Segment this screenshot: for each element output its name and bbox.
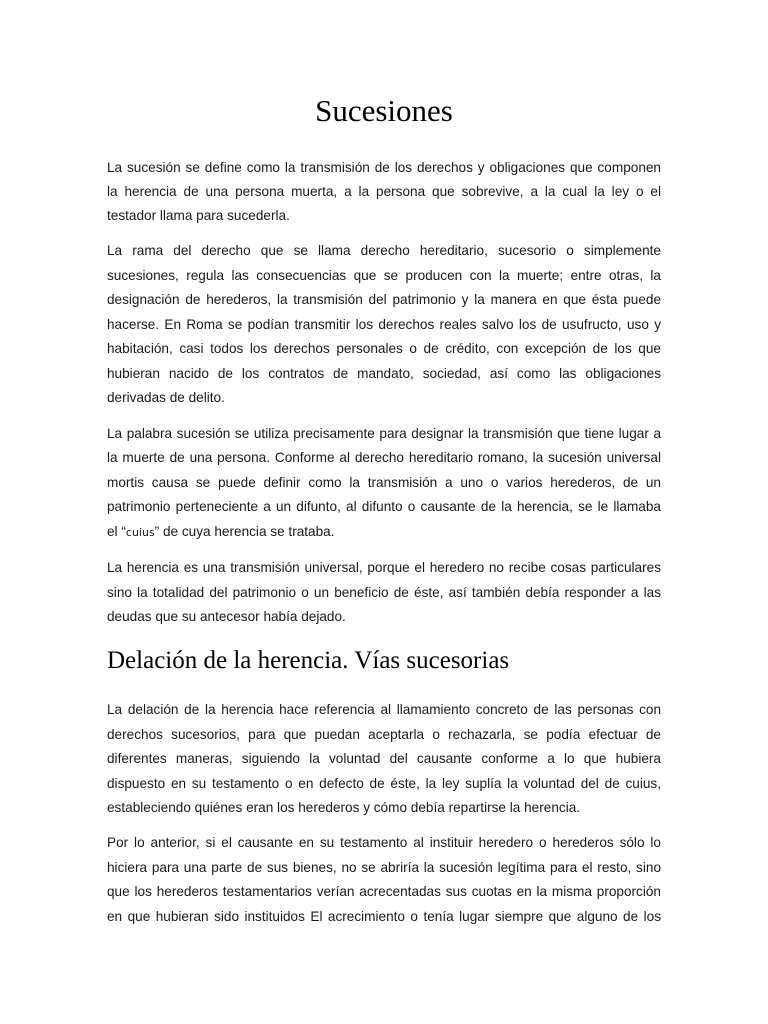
text-line: derivadas de delito. — [107, 390, 225, 405]
text-line: hacerse. En Roma se podían transmitir los derechos reales salvo los de usufructo, uso y — [107, 317, 661, 332]
text-line: habitación, casi todos los derechos personales o de crédito, con excepción de los que — [107, 341, 661, 356]
text-line: designación de herederos, la transmisión del patrimonio y la manera en que ésta puede — [107, 292, 661, 307]
text-line: la herencia de una persona muerta, a la persona que sobrevive, a la cual la ley o el — [107, 184, 661, 199]
text-line: que los herederos testamentarios verían acrecentadas sus cuotas en la misma proporción — [107, 884, 661, 899]
document-title: Sucesiones — [315, 93, 453, 128]
text-line: dispuesto en su testamento o en defecto de éste, la ley suplía la voluntad del de cuius, — [107, 776, 661, 791]
text-line: patrimonio perteneciente a un difunto, al difunto o causante de la herencia, se le llamaba — [107, 499, 661, 514]
text-line: La herencia es una transmisión universal, porque el heredero no recibe cosas particulares — [107, 560, 661, 575]
text-line: hubieran nacido de los contratos de mandato, sociedad, así como las obligaciones — [107, 366, 661, 381]
text-line: La rama del derecho que se llama derecho hereditario, sucesorio o simplemente — [107, 243, 661, 258]
text-line: testador llama para sucederla. — [107, 208, 290, 223]
text-line: sucesiones, regula las consecuencias que se producen con la muerte; entre otras, la — [107, 268, 661, 283]
text-fragment: el “ — [107, 524, 126, 539]
text-line: deudas que su antecesor había dejado. — [107, 609, 346, 624]
text-line: La delación de la herencia hace referencia al llamamiento concreto de las personas con — [107, 702, 661, 717]
text-line-cuius — [107, 520, 661, 544]
emphasis-cuius: cuius — [125, 526, 155, 539]
text-line: La palabra sucesión se utiliza precisamente para designar la transmisión que tiene lugar a — [107, 426, 661, 441]
section-heading: Delación de la herencia. Vías sucesorias — [107, 647, 510, 674]
text-line: mortis causa se puede definir como la transmisión a uno o varios herederos, de un — [107, 475, 661, 490]
text-line: derechos sucesorios, para que puedan aceptarla o rechazarla, se podía efectuar de — [107, 727, 661, 742]
text-line: diferentes maneras, siguiendo la voluntad del causante conforme a lo que hubiera — [107, 751, 661, 766]
text-line: en que hubieran sido instituidos El acrecimiento o tenía lugar siempre que alguno de los — [107, 909, 661, 924]
text-line: Por lo anterior, si el causante en su testamento al instituir heredero o herederos sólo lo — [107, 835, 661, 850]
text-line: sino la totalidad del patrimonio o un beneficio de éste, así también debía responder a las — [107, 585, 661, 600]
text-line: hiciera para una parte de sus bienes, no se abriría la sucesión legítima para el resto, sino — [107, 860, 661, 875]
text-line: La sucesión se define como la transmisión de los derechos y obligaciones que componen — [107, 160, 661, 175]
text-fragment: ” de cuya herencia se trataba. — [154, 524, 335, 539]
text-line: la muerte de una persona. Conforme al derecho hereditario romano, la sucesión universal — [107, 450, 661, 465]
text-line: estableciendo quiénes eran los herederos y cómo debía repartirse la herencia. — [107, 800, 581, 815]
